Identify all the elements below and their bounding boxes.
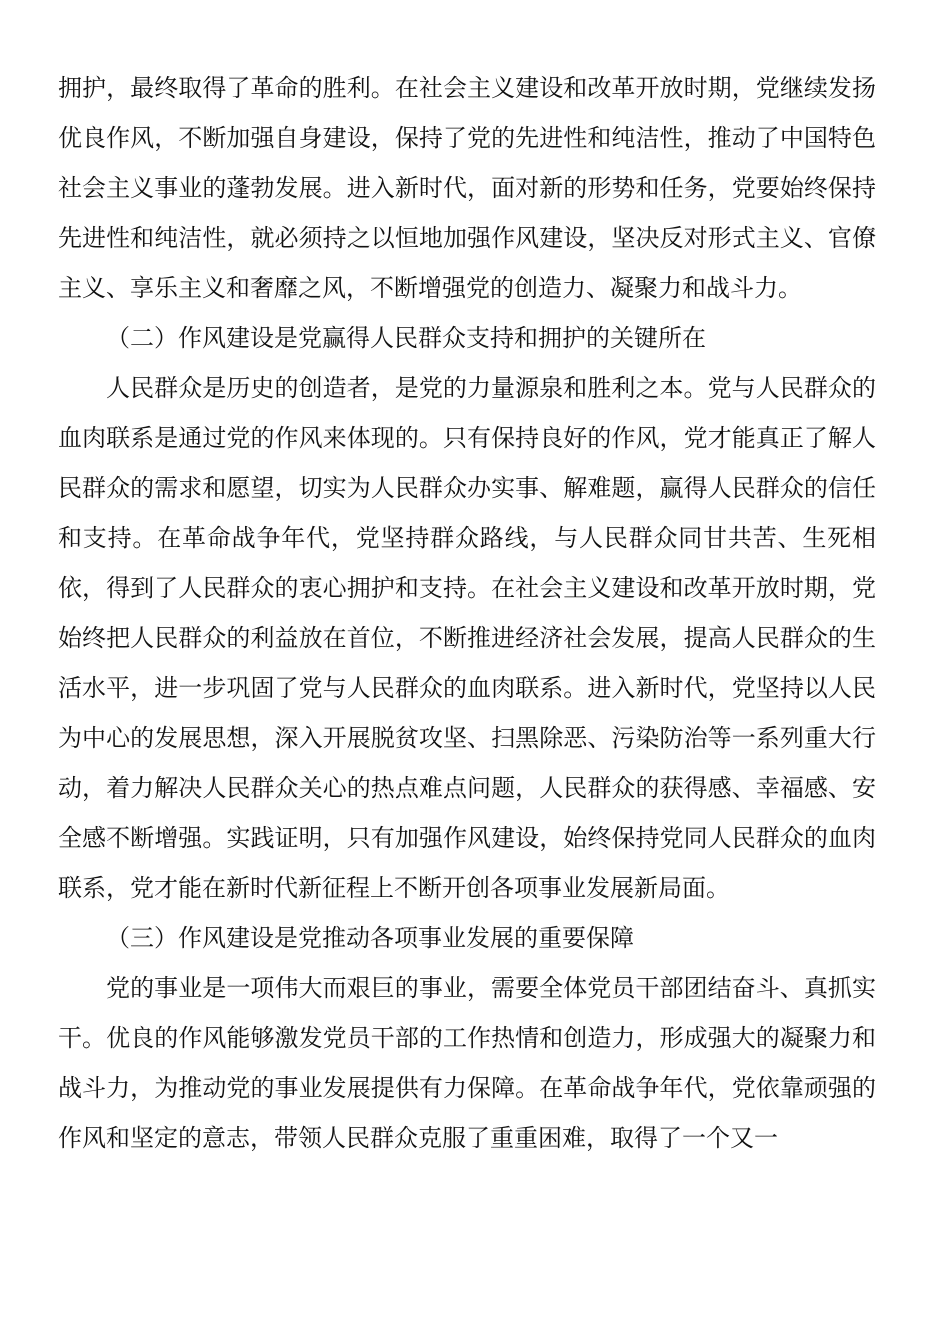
paragraph-continued: 拥护，最终取得了革命的胜利。在社会主义建设和改革开放时期，党继续发扬优良作风，不断加强自身建设，保持了党的先进性和纯洁性，推动了中国特色社会主义事业的蓬勃发展。进入新时代，面对新的形势和任务，党要始终保持先进性和纯洁性，就必须持之以恒地加强作风建设，坚决反对形式主义、官僚主义、享乐主义和奢靡之风，不断增强党的创造力、凝聚力和战斗力。 bbox=[58, 74, 876, 302]
paragraph-2: 人民群众是历史的创造者，是党的力量源泉和胜利之本。党与人民群众的血肉联系是通过党的作风来体现的。只有保持良好的作风，党才能真正了解人民群众的需求和愿望，切实为人民群众办实事、解难题，赢得人民群众的信任和支持。在革命战争年代，党坚持群众路线，与人民群众同甘共苦、生死相依，得到了人民群众的衷心拥护和支持。在社会主义建设和改革开放时期，党始终把人民群众的利益放在首位，不断推进经济社会发展，提高人民群众的生活水平，进一步巩固了党与人民群众的血肉联系。进入新时代，党坚持以人民为中心的发展思想，深入开展脱贫攻坚、扫黑除恶、污染防治等一系列重大行动，着力解决人民群众关心的热点难点问题，人民群众的获得感、幸福感、安全感不断增强。实践证明，只有加强作风建设，始终保持党同人民群众的血肉联系，党才能在新时代新征程上不断开创各项事业发展新局面。 bbox=[58, 374, 876, 902]
section-heading-2: （二）作风建设是党赢得人民群众支持和拥护的关键所在 bbox=[106, 324, 706, 352]
document-body bbox=[58, 63, 876, 1163]
section-heading-3: （三）作风建设是党推动各项事业发展的重要保障 bbox=[106, 924, 634, 952]
paragraph-3: 党的事业是一项伟大而艰巨的事业，需要全体党员干部团结奋斗、真抓实干。优良的作风能够激发党员干部的工作热情和创造力，形成强大的凝聚力和战斗力，为推动党的事业发展提供有力保障。在革命战争年代，党依靠顽强的作风和坚定的意志，带领人民群众克服了重重困难，取得了一个又一 bbox=[58, 974, 876, 1152]
